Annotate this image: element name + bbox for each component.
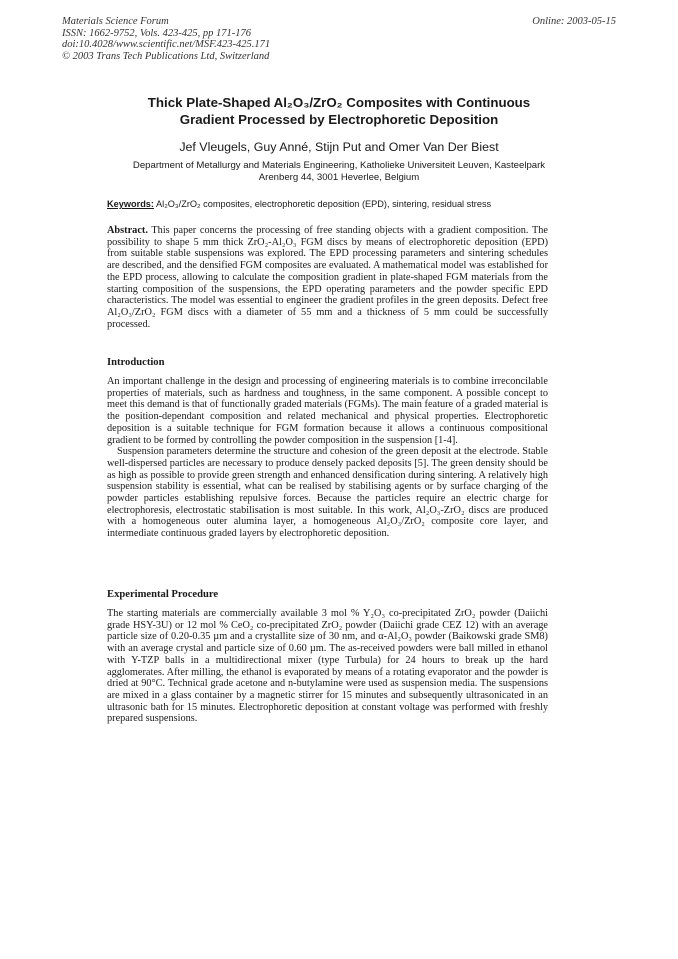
publication-info [62,16,270,62]
introduction-heading: Introduction [107,357,165,368]
title-line-2: Gradient Processed by Electrophoretic Deposition [179,112,499,127]
paper-title [100,94,578,128]
affiliation-line-1: Department of Metallurgy and Materials Engineering, Katholieke Universiteit Leuven, Kasteelpark [132,160,546,171]
online-date: Online: 2003-05-15 [532,16,616,27]
abstract-text: This paper concerns the processing of free standing objects with a gradient composition. The possibility to shape 5 mm thick ZrO₂-Al₂O₃ FGM discs by means of electrophoretic deposition (EPD) from suitable stable suspensions was explored. The EPD processing parameters and sintering schedules are described, and the densified FGM composites are evaluated. A mathematical model was established for the EPD process, allowing to calculate the composition gradient in plate-shaped FGM materials from the starting composition of the suspensions, the EPD operating parameters and the powder specific EPD characteristics. The model was essential to engineer the gradient profiles in the green deposits. Defect free Al₂O₃/ZrO₂ FGM discs with a diameter of 55 mm and a thickness of 5 mm could be successfully processed. [107,225,548,330]
experimental-body [107,608,548,725]
title-line-1: Thick Plate-Shaped Al₂O₃/ZrO₂ Composites with Continuous [147,95,531,110]
issn-line: ISSN: 1662-9752, Vols. 423-425, pp 171-176 [62,27,251,39]
introduction-paragraph-2: Suspension parameters determine the structure and cohesion of the green deposit at the electrode. Stable well-dispersed particles are necessary to produce densely packed deposits [5]. The green density should be as high as possible to provide green strength and enhanced densification during sintering. A relatively high suspension stability is essential, what can be realised by stabilising agents or by surface charging of the powder particles establishing repulsive forces. Because the particles require an electric charge for electrophoresis, electrostatic stabilisation is most suitable. In this work, Al₂O₃-ZrO₂ discs are produced with a homogeneous outer alumina layer, a homogeneous Al₂O₃/ZrO₂ composite core layer, and intermediate continuous graded layers by electrophoretic deposition. [107,446,548,540]
experimental-paragraph-1: The starting materials are commercially available 3 mol % Y₂O₃ co-precipitated ZrO₂ powder (Daiichi grade HSY-3U) or 12 mol % CeO₂ co-precipitated ZrO₂ powder (Daiichi grade CEZ 12) with an average particle size of 0.20-0.35 µm and a crystallite size of 30 nm, and α-Al₂O₃ powder (Baikowski grade SM8) with an average crystal and particle size of 0.60 µm. The as-received powders were ball milled in ethanol with Y-TZP balls in a multidirectional mixer (type Turbula) for 24 hours to break up the hard agglomerates. After milling, the ethanol is evaporated by means of a rotating evaporator and the powder is dried at 90°C. Technical grade acetone and n-butylamine were used as suspension media. The suspensions are mixed in a glass container by a magnetic stirrer for 15 minutes and subsequently ultrasonicated in an ultrasonic bath for 15 minutes. Electrophoretic deposition at constant voltage was performed with freshly prepared suspensions. [107,608,548,725]
doi-line: doi:10.4028/www.scientific.net/MSF.423-425.171 [62,39,271,50]
journal-name: Materials Science Forum [62,16,169,27]
copyright-line: © 2003 Trans Tech Publications Ltd, Switzerland [62,50,270,62]
keywords-label: Keywords: [107,199,154,209]
experimental-heading: Experimental Procedure [107,589,219,600]
keywords-text: Al₂O₃/ZrO₂ composites, electrophoretic deposition (EPD), sintering, residual stress [153,199,492,209]
introduction-body [107,376,548,540]
affiliation [80,160,598,183]
author-list: Jef Vleugels, Guy Anné, Stijn Put and Omer Van Der Biest [179,140,499,154]
abstract [107,225,548,330]
introduction-paragraph-1: An important challenge in the design and processing of engineering materials is to combine irreconcilable properties of materials, such as hardness and toughness, in the same component. A possible concept to meet this demand is that of functionally graded materials (FGMs). The main feature of a graded material is the position-dependant composition and related mechanical and physical properties. Electrophoretic deposition is a suitable technique for FGM formation because it allows a continuous compositional gradient to be formed by controlling the powder composition in the suspension [1-4]. [107,376,548,446]
affiliation-line-2: Arenberg 44, 3001 Heverlee, Belgium [258,171,420,183]
keywords [107,199,491,209]
abstract-label: Abstract. [107,225,148,236]
